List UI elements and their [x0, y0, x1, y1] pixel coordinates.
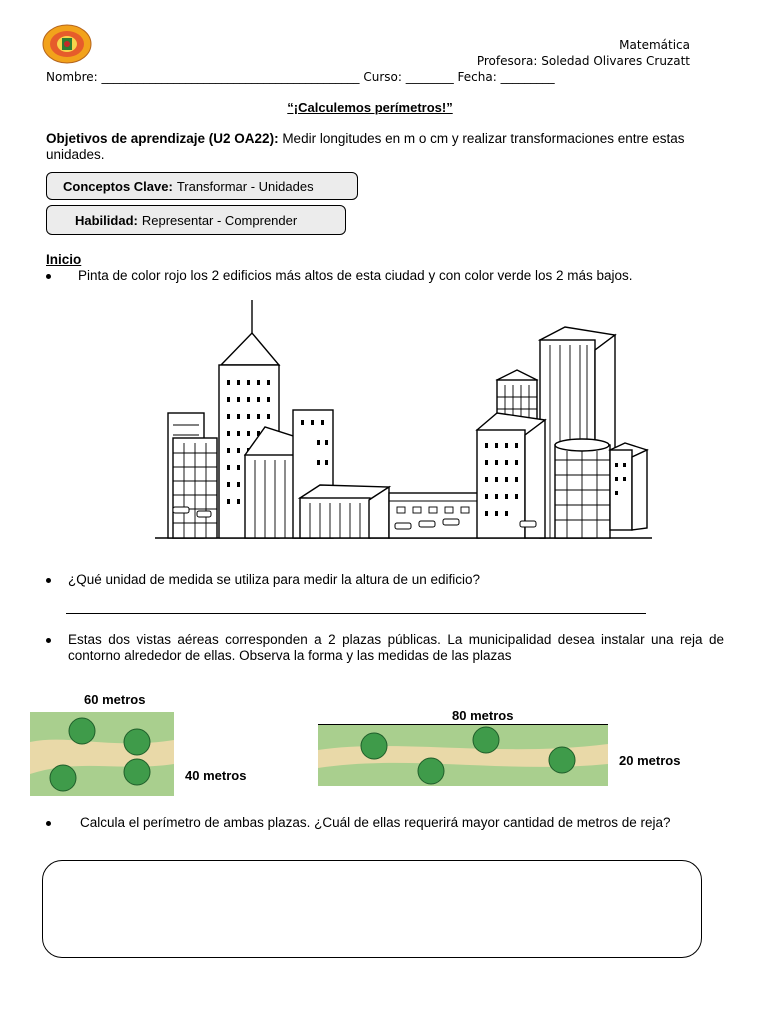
objectives-label: Objetivos de aprendizaje (U2 OA22):: [46, 131, 279, 146]
page-title: “¡Calculemos perímetros!”: [287, 100, 453, 115]
plaza-2-width-label: 80 metros: [452, 708, 514, 723]
bullet-icon: [46, 578, 51, 583]
plaza-2-height-label: 20 metros: [619, 753, 681, 768]
bullet-text: ¿Qué unidad de medida se utiliza para medir la altura de un edificio?: [68, 572, 480, 587]
city-skyline-illustration: [155, 295, 655, 545]
plaza-1-height-label: 40 metros: [185, 768, 247, 783]
bullet-item-3: [46, 632, 726, 666]
objectives: [46, 131, 706, 163]
answer-box[interactable]: [42, 860, 702, 958]
key-concepts-box: [46, 172, 358, 200]
bullet-text: Estas dos vistas aéreas corresponden a 2 plazas públicas. La municipalidad desea instalar una reja de contorno alrededor de ellas. Observa la forma y las medidas de las plazas: [68, 632, 724, 663]
key-concepts-label: Conceptos Clave:: [63, 178, 173, 194]
bullet-item-2: [46, 572, 726, 588]
teacher-label: Profesora: Soledad Olivares Cruzatt: [476, 54, 690, 68]
section-inicio-heading: Inicio: [46, 252, 82, 267]
key-concepts-value: Transformar - Unidades: [176, 178, 314, 194]
skill-box: [46, 205, 346, 235]
plaza-2-aerial-view: [318, 724, 608, 786]
answer-line[interactable]: [66, 612, 646, 614]
plaza-1-aerial-view: [30, 712, 174, 796]
bullet-icon: [46, 274, 51, 279]
skill-label: Habilidad:: [75, 212, 138, 228]
bullet-item-1: [46, 268, 726, 284]
bullet-text: Pinta de color rojo los 2 edificios más altos de esta ciudad y con color verde los 2 más bajos.: [78, 268, 633, 283]
objectives-text: Medir longitudes en m o cm y realizar transformaciones entre estas unidades.: [46, 131, 685, 162]
school-seal-icon: [42, 24, 92, 64]
subject-label: Matemática: [619, 38, 690, 52]
student-info-line: Nombre: ___________________________________________ Curso: ________ Fecha: _________: [46, 70, 555, 84]
bullet-text: Calcula el perímetro de ambas plazas. ¿Cuál de ellas requerirá mayor cantidad de metros de reja?: [80, 815, 671, 830]
plaza-1-width-label: 60 metros: [84, 692, 146, 707]
skill-value: Representar - Comprender: [141, 212, 298, 228]
bullet-icon: [46, 821, 51, 826]
bullet-icon: [46, 638, 51, 643]
bullet-item-4: [46, 815, 726, 849]
